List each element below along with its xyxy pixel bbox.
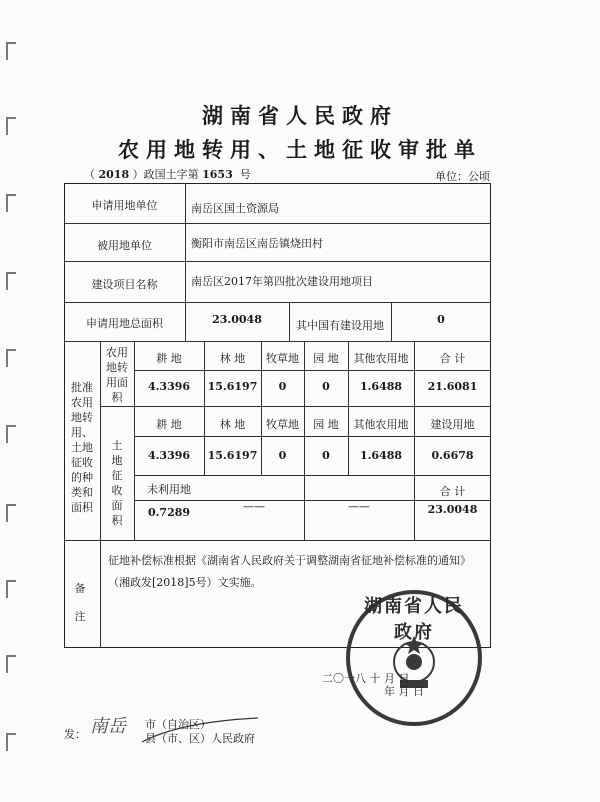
data-cell: 0 <box>278 449 287 462</box>
strike-mark <box>140 712 260 748</box>
header-cell: 其他农用地 <box>353 352 409 365</box>
table-rule <box>64 341 491 342</box>
table-rule <box>64 540 491 541</box>
state-owned-value: 0 <box>437 313 445 326</box>
margin-mark <box>6 655 16 673</box>
applicant-label: 申请用地单位 <box>91 199 158 212</box>
table-rule <box>64 302 491 303</box>
remarks-text: 征地补偿标准根据《湖南省人民政府关于调整湖南省征地补偿标准的通知》（湘政发[2018]5号）文实施。 <box>108 554 471 589</box>
data-cell: 15.6197 <box>207 449 258 462</box>
state-owned-label: 其中国有建设用地 <box>296 319 384 332</box>
total-area-label: 申请用地总面积 <box>86 317 163 330</box>
data-cell: 1.6488 <box>359 380 403 393</box>
total-label: 合 计 <box>439 485 466 498</box>
header-cell: 牧草地 <box>266 352 299 365</box>
unit-label: 单位：公顷 <box>435 170 490 183</box>
data-cell: 4.3396 <box>147 449 191 462</box>
table-rule <box>134 475 491 476</box>
conversion-label: 农用地转用面积 <box>106 346 128 404</box>
project-value: 南岳区2017年第四批次建设用地项目 <box>191 275 373 288</box>
land-owner-value: 衡阳市南岳区南岳镇烧田村 <box>191 237 323 250</box>
header-cell: 其他农用地 <box>353 418 409 431</box>
margin-mark <box>6 272 16 290</box>
data-cell: 0.6678 <box>431 449 474 462</box>
header-cell: 耕 地 <box>156 352 182 365</box>
header-cell: 园 地 <box>313 352 339 365</box>
margin-mark <box>6 42 16 60</box>
margin-mark <box>6 349 16 367</box>
page-subtitle: 农用地转用、土地征收审批单 <box>118 137 482 162</box>
unused-label: 未利用地 <box>147 483 191 496</box>
approval-date: 二〇一八 十 月 日 <box>322 672 410 685</box>
page-title: 湖南省人民政府 <box>202 103 398 128</box>
doc-year: 2018 <box>98 168 130 181</box>
remarks-label: 备 注 <box>74 582 86 623</box>
table-rule <box>100 341 101 648</box>
header-cell: 建设用地 <box>430 418 475 431</box>
header-cell: 合 计 <box>439 352 466 365</box>
send-label: 发： <box>64 728 86 741</box>
margin-mark <box>6 194 16 212</box>
expropriation-label: 土地征收面积 <box>111 439 123 527</box>
table-rule <box>64 223 491 224</box>
doc-number: 1653 <box>202 168 233 181</box>
header-cell: 牧草地 <box>266 418 299 431</box>
data-cell: 15.6197 <box>207 380 258 393</box>
data-cell: 0 <box>322 380 330 393</box>
margin-mark <box>6 733 16 751</box>
approval-section-label: 批准农用地转用、土地征收的种类和面积 <box>71 381 93 514</box>
data-cell: 21.6081 <box>427 380 478 393</box>
applicant-value: 南岳区国土资源局 <box>191 202 279 215</box>
send-city: 市（自治区） <box>145 718 211 731</box>
table-rule <box>100 406 491 407</box>
header-cell: 园 地 <box>313 418 339 431</box>
total-area-value: 23.0048 <box>212 313 262 326</box>
date-subline: 年 月 日 <box>384 685 424 698</box>
send-county: 县（市、区）人民政府 <box>145 732 255 745</box>
table-rule <box>134 370 491 371</box>
margin-mark <box>6 504 16 522</box>
dash-cell: —— <box>348 500 370 513</box>
header-cell: 耕 地 <box>156 418 182 431</box>
header-cell: 林 地 <box>219 418 246 431</box>
margin-mark <box>6 425 16 443</box>
header-cell: 林 地 <box>219 352 246 365</box>
dash-cell: —— <box>243 500 265 513</box>
total-value: 23.0048 <box>427 503 478 516</box>
data-cell: 0 <box>278 380 287 393</box>
seal-text: 湖南省人民政府 <box>364 596 464 643</box>
table-rule <box>134 436 491 437</box>
table-rule <box>64 261 491 262</box>
project-label: 建设项目名称 <box>91 278 158 291</box>
data-cell: 4.3396 <box>147 380 191 393</box>
data-cell: 1.6488 <box>359 449 403 462</box>
land-owner-label: 被用地单位 <box>97 239 152 252</box>
data-cell: 0 <box>322 449 330 462</box>
doc-number-line: （ 2018 ）政国土字第 1653 号 <box>84 168 251 181</box>
margin-mark <box>6 580 16 598</box>
signature: 南岳 <box>90 716 126 737</box>
unused-value: 0.7289 <box>147 506 191 519</box>
